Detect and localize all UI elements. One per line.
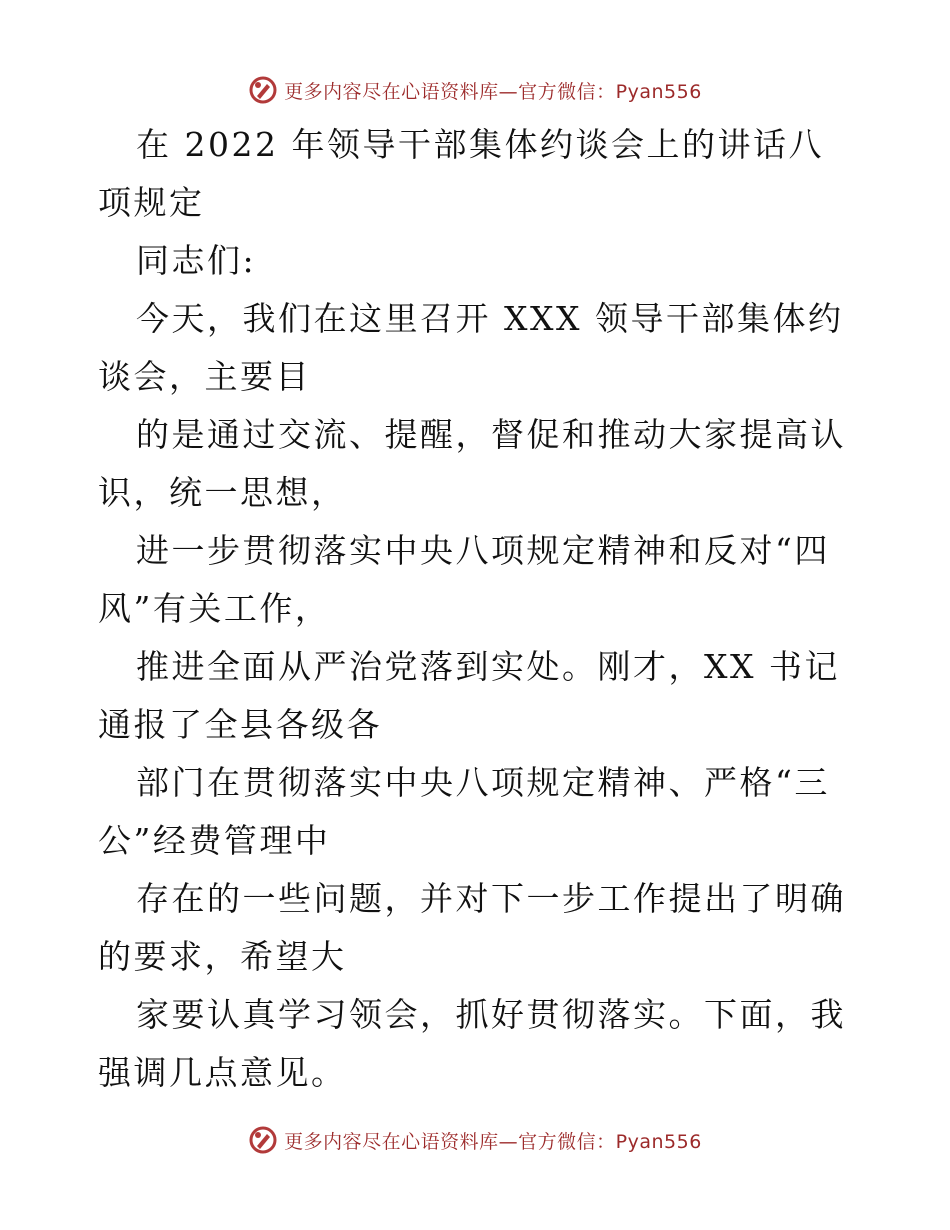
header-watermark-banner (0, 70, 950, 110)
salutation: 同志们: (136, 241, 257, 280)
watermark-text: 更多内容尽在心语资料库—官方微信：Pyan556 (284, 80, 702, 103)
document-title: 在 2022 年领导干部集体约谈会上的讲话八项规定 (98, 125, 824, 222)
document-body (98, 116, 858, 1102)
paragraph: 进一步贯彻落实中央八项规定精神和反对“四风”有关工作， (98, 531, 830, 628)
pen-logo-icon (248, 1125, 278, 1155)
paragraph: 部门在贯彻落实中央八项规定精神、严格“三公”经费管理中 (98, 763, 830, 860)
paragraph: 存在的一些问题，并对下一步工作提出了明确的要求，希望大 (98, 879, 846, 976)
pen-logo-icon (248, 75, 278, 105)
paragraph: 今天，我们在这里召开 XXX 领导干部集体约谈会，主要目 (98, 299, 844, 396)
paragraph: 的是通过交流、提醒，督促和推动大家提高认识，统一思想， (98, 415, 846, 512)
watermark-text: 更多内容尽在心语资料库—官方微信：Pyan556 (284, 1130, 702, 1153)
paragraph: 家要认真学习领会，抓好贯彻落实。下面，我强调几点意见。 (98, 995, 846, 1092)
footer-watermark-banner (0, 1120, 950, 1160)
paragraph: 推进全面从严治党落到实处。刚才，XX 书记通报了全县各级各 (98, 647, 840, 744)
